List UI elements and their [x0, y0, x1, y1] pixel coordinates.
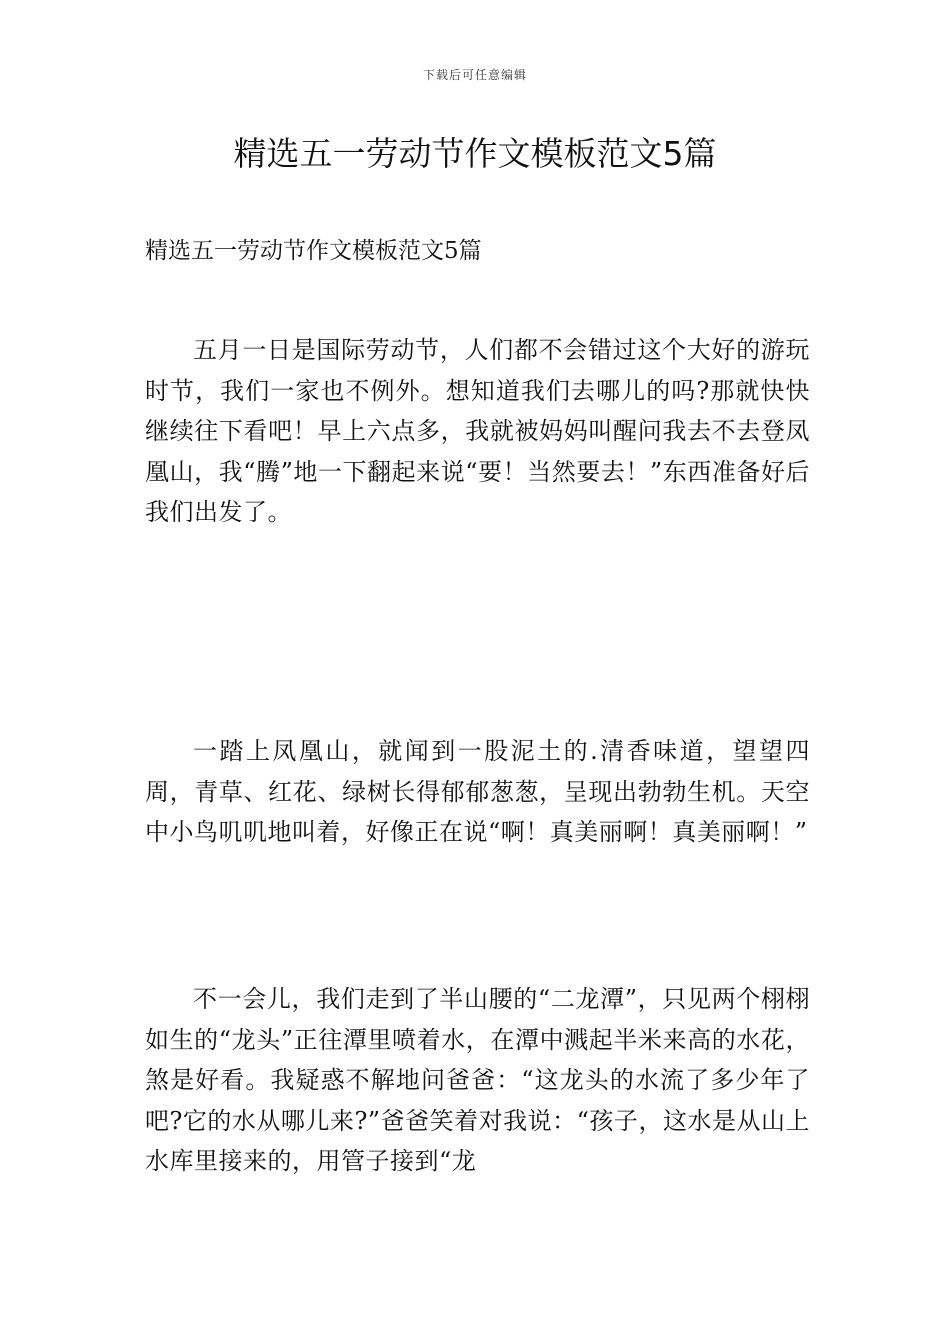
subtitle: 精选五一劳动节作文模板范文5篇 [145, 238, 482, 264]
header-note: 下载后可任意编辑 [422, 68, 527, 82]
paragraph-1: 五月一日是国际劳动节，人们都不会错过这个大好的游玩时节，我们一家也不例外。想知道我们去哪儿的吗?那就快快继续往下看吧！早上六点多，我就被妈妈叫醒问我去不去登凤凰山，我“腾”地一下翻起来说“要！当然要去！”东西准备好后我们出发了。 [145, 336, 810, 526]
paragraph-3: 不一会儿，我们走到了半山腰的“二龙潭”，只见两个栩栩如生的“龙头”正往潭里喷着水，在潭中溅起半米来高的水花，煞是好看。我疑惑不解地问爸爸：“这龙头的水流了多少年了吧?它的水从哪儿来?”爸爸笑着对我说：“孩子，这水是从山上水库里接来的，用管子接到“龙 [145, 985, 810, 1175]
page-title: 精选五一劳动节作文模板范文5篇 [233, 134, 717, 173]
paragraph-2: 一踏上凤凰山，就闻到一股泥土的.清香味道，望望四周，青草、红花、绿树长得郁郁葱葱，呈现出勃勃生机。天空中小鸟叽叽地叫着，好像正在说“啊！真美丽啊！真美丽啊！” [145, 737, 810, 846]
